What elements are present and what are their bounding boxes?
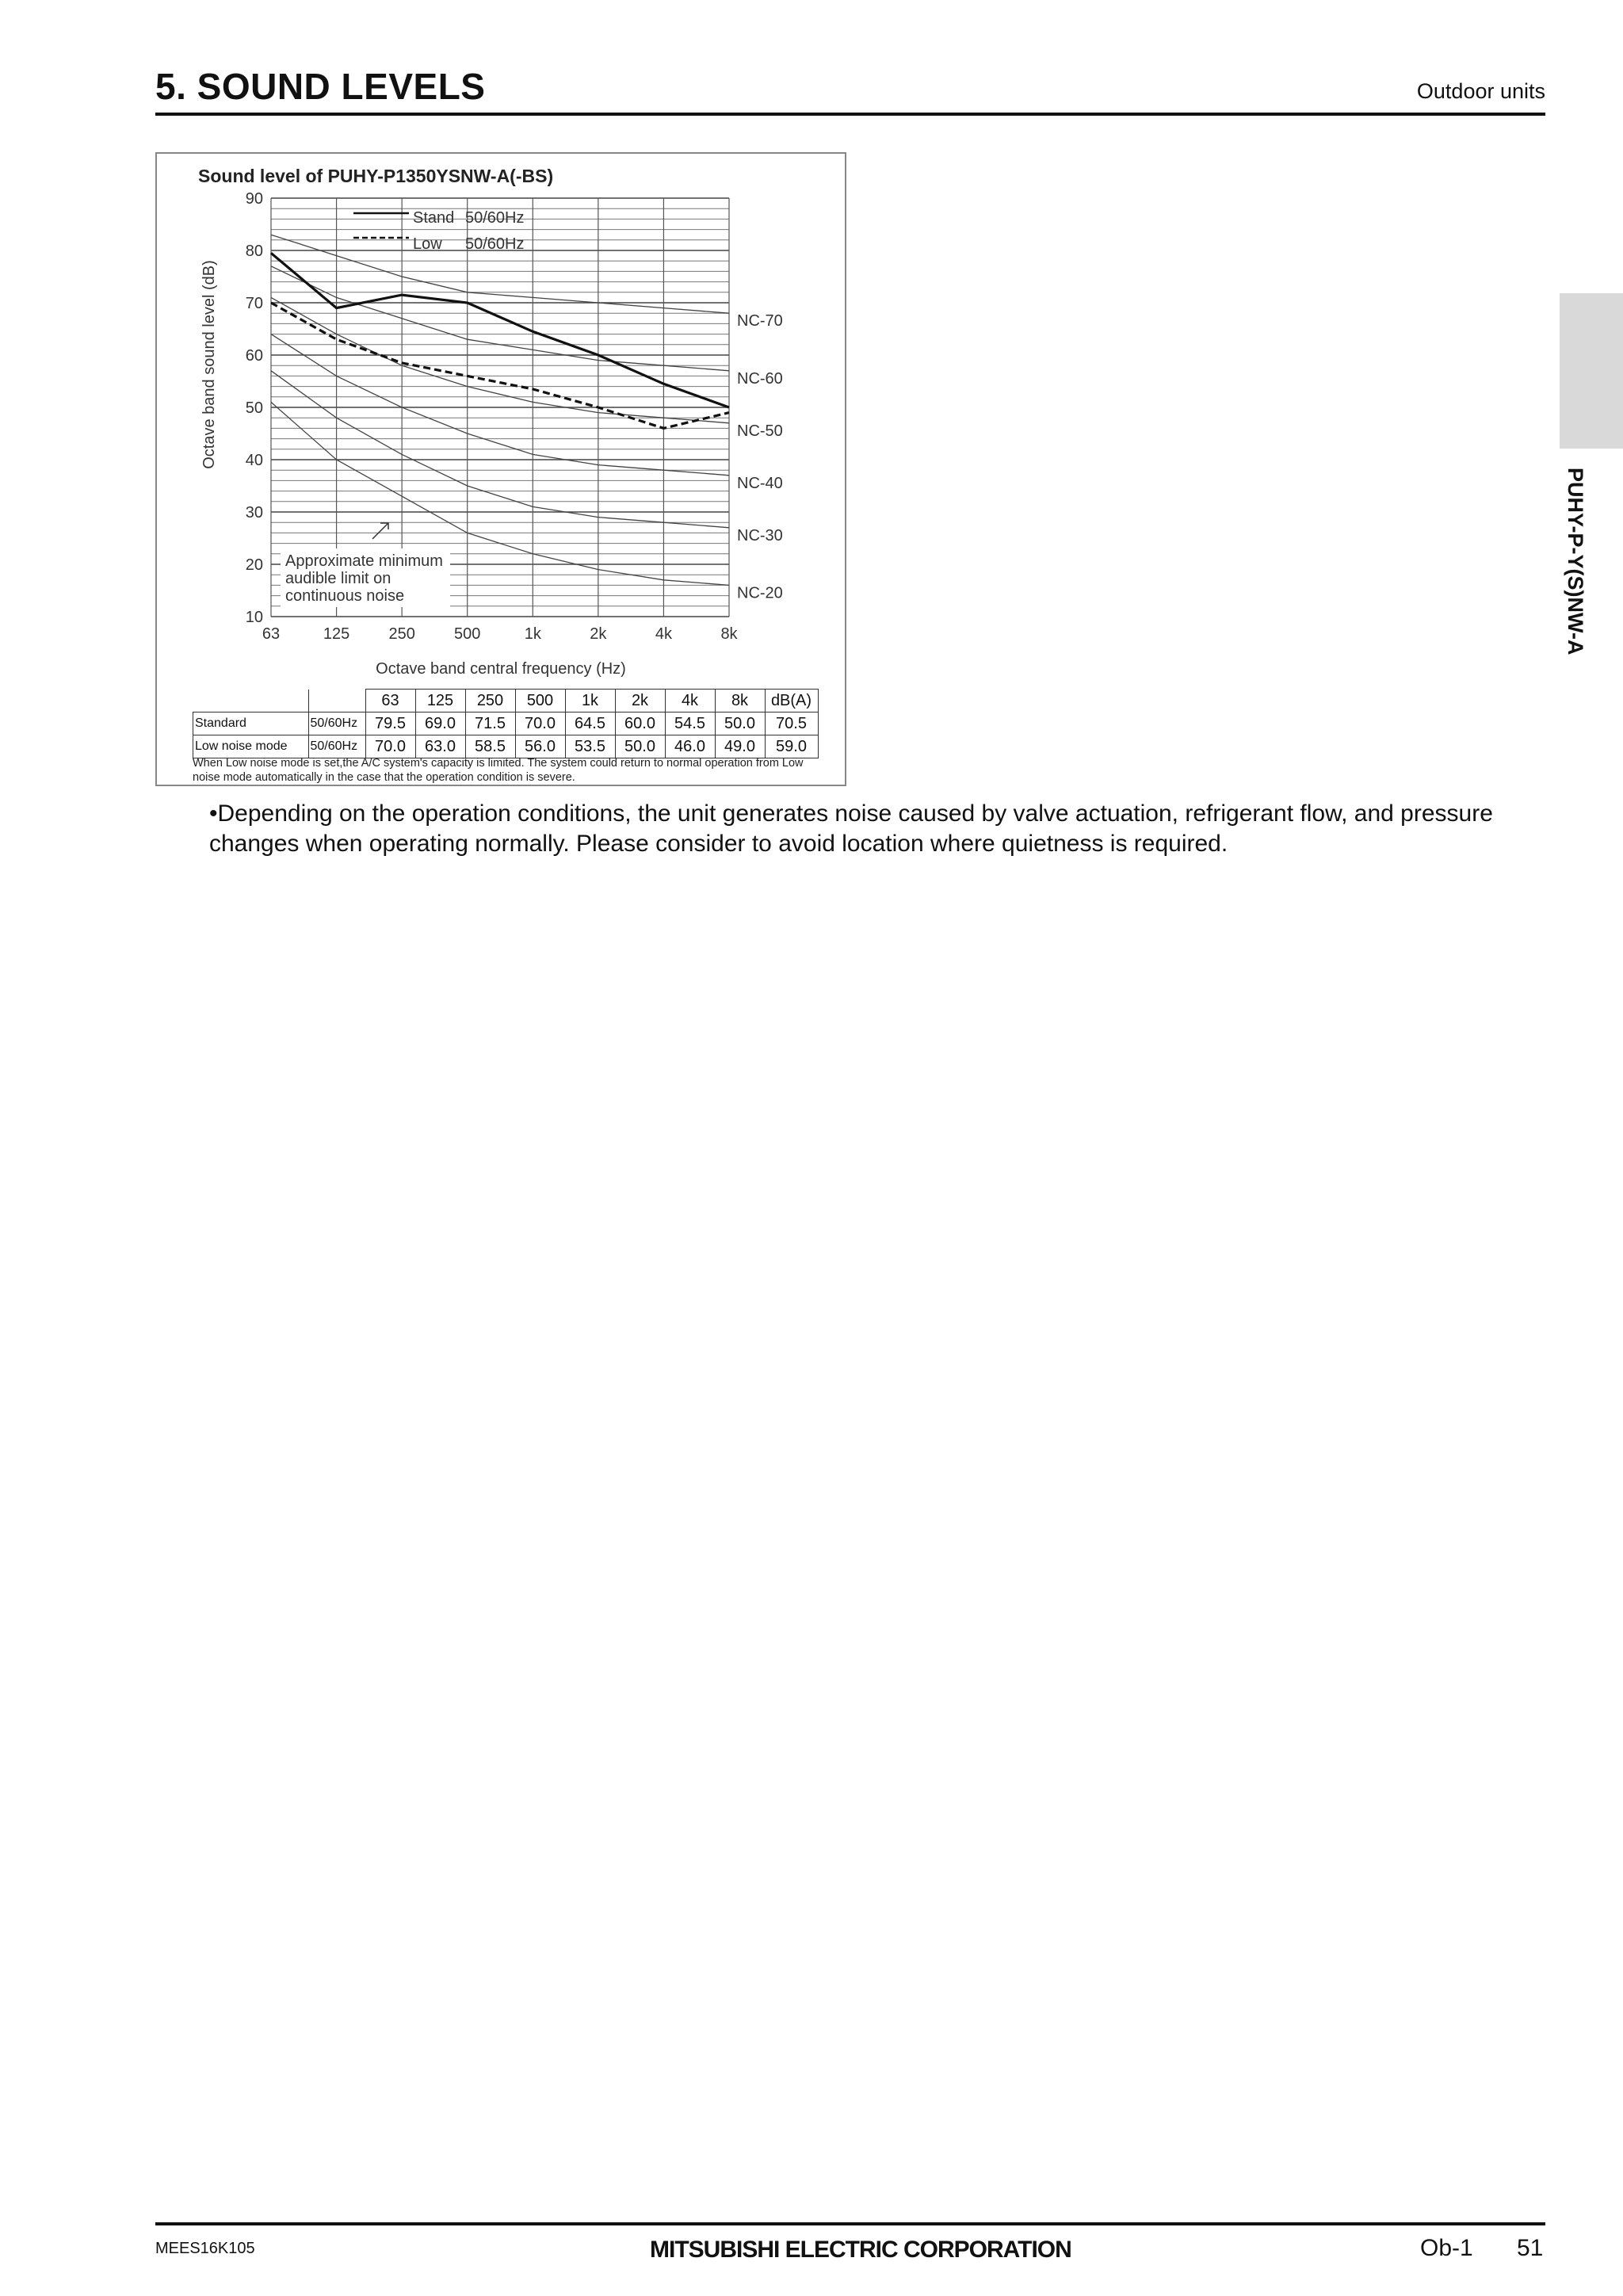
audible-limit-line-2: audible limit on	[285, 570, 391, 587]
table-header-cell: 63	[365, 690, 415, 712]
x-tick-label: 125	[323, 625, 350, 643]
y-tick-label: 20	[245, 556, 263, 574]
table-header-cell: 8k	[715, 690, 765, 712]
page-reference: Ob-1	[1420, 2235, 1473, 2261]
table-cell: 70.0	[515, 712, 565, 735]
table-corner	[193, 690, 309, 712]
y-tick-label: 30	[245, 504, 263, 521]
sound-level-chart	[155, 152, 846, 691]
table-note: When Low noise mode is set,the A/C system's capacity is limited. The system could return to normal operation from Low noise mode automatically in the case that the operation condition is severe.	[193, 757, 804, 784]
table-cell: 56.0	[515, 735, 565, 758]
audible-limit-line-1: Approximate minimum	[285, 552, 443, 570]
legend-stand-hz: 50/60Hz	[465, 209, 525, 227]
table-header-cell: 500	[515, 690, 565, 712]
table-cell: 50.0	[615, 735, 665, 758]
nc-curve-label: NC-40	[737, 474, 783, 492]
page-number: 51	[1517, 2235, 1544, 2261]
x-tick-label: 250	[388, 625, 415, 643]
x-axis-label: Octave band central frequency (Hz)	[376, 660, 626, 678]
table-row	[193, 712, 819, 735]
nc-curve-label: NC-60	[737, 369, 783, 388]
y-tick-label: 10	[245, 609, 263, 626]
document-code: MEES16K105	[155, 2240, 255, 2257]
table-row-hz: 50/60Hz	[308, 712, 365, 735]
table-cell: 71.5	[465, 712, 515, 735]
section-label: Outdoor units	[1416, 79, 1545, 103]
y-tick-label: 50	[245, 399, 263, 417]
company-name: MITSUBISHI ELECTRIC CORPORATION	[650, 2237, 1071, 2263]
table-header-cell: dB(A)	[765, 690, 818, 712]
body-paragraph: •Depending on the operation conditions, the unit generates noise caused by valve actuation, refrigerant flow, and pressure changes when operating normally. Please consider to avoid location where quietness is required.	[209, 800, 1493, 857]
table-corner-hz	[308, 690, 365, 712]
table-row-mode: Low noise mode	[193, 735, 309, 758]
table-header-row	[193, 690, 819, 712]
legend-low-hz: 50/60Hz	[465, 235, 525, 253]
table-header-cell: 2k	[615, 690, 665, 712]
nc-curve-label: NC-30	[737, 526, 783, 544]
nc-curve-label: NC-50	[737, 422, 783, 440]
table-header-cell: 250	[465, 690, 515, 712]
audible-limit-line-3: continuous noise	[285, 587, 405, 605]
table-header-cell: 1k	[565, 690, 615, 712]
y-tick-label: 80	[245, 243, 263, 260]
side-tab-label: PUHY-P-Y(S)NW-A	[1564, 468, 1587, 655]
table-cell: 49.0	[715, 735, 765, 758]
sound-level-table	[193, 689, 819, 758]
table-cell: 46.0	[665, 735, 715, 758]
table-cell: 70.5	[765, 712, 818, 735]
side-tab	[1560, 293, 1623, 449]
table-cell: 70.0	[365, 735, 415, 758]
table-cell: 63.0	[415, 735, 465, 758]
x-tick-label: 500	[454, 625, 481, 643]
table-cell: 53.5	[565, 735, 615, 758]
y-tick-label: 60	[245, 347, 263, 365]
series-stand-line	[271, 253, 729, 407]
table-cell: 64.5	[565, 712, 615, 735]
table-row-mode: Standard	[193, 712, 309, 735]
table-row-hz: 50/60Hz	[308, 735, 365, 758]
x-tick-label: 2k	[590, 625, 607, 643]
page-title: 5. SOUND LEVELS	[155, 66, 486, 107]
y-tick-label: 90	[245, 190, 263, 208]
x-tick-label: 8k	[720, 625, 738, 643]
table-cell: 54.5	[665, 712, 715, 735]
table-header-cell: 4k	[665, 690, 715, 712]
table-row	[193, 735, 819, 758]
chart-title: Sound level of PUHY-P1350YSNW-A(-BS)	[198, 166, 554, 186]
footer-rule	[155, 2222, 1545, 2225]
nc-curve-label: NC-70	[737, 312, 783, 330]
nc-curve-label: NC-20	[737, 584, 783, 602]
table-header-cell: 125	[415, 690, 465, 712]
legend-stand-label: Stand	[413, 209, 455, 227]
audible-limit-arrow	[372, 523, 388, 539]
table-cell: 60.0	[615, 712, 665, 735]
legend-low-label: Low	[413, 235, 442, 253]
table-cell: 58.5	[465, 735, 515, 758]
table-cell: 79.5	[365, 712, 415, 735]
table-cell: 69.0	[415, 712, 465, 735]
header-rule	[155, 113, 1545, 116]
table-cell: 59.0	[765, 735, 818, 758]
table-cell: 50.0	[715, 712, 765, 735]
y-axis-label: Octave band sound level (dB)	[200, 260, 218, 469]
x-tick-label: 4k	[655, 625, 672, 643]
x-tick-label: 63	[262, 625, 281, 643]
y-tick-label: 70	[245, 295, 263, 312]
x-tick-label: 1k	[524, 625, 541, 643]
y-tick-label: 40	[245, 452, 263, 469]
